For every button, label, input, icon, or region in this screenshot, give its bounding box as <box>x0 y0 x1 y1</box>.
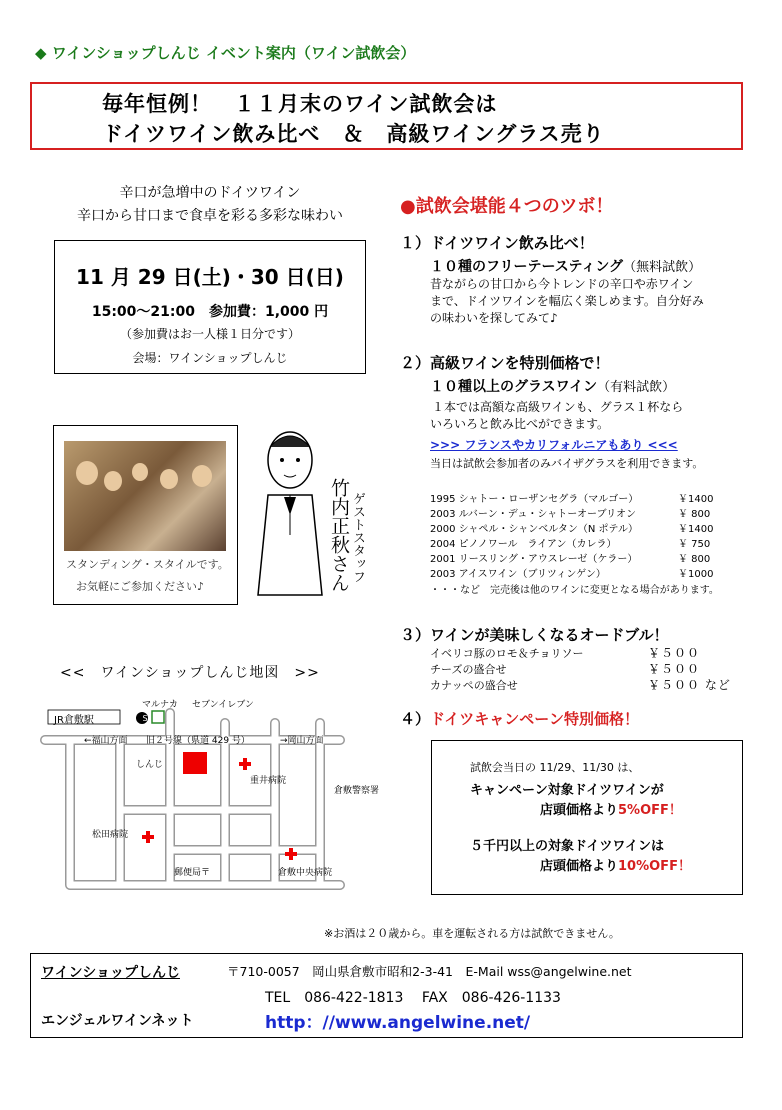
campaign-line-2: キャンペーン対象ドイツワインが <box>470 783 664 798</box>
hors-item: カナッペの盛合せ <box>430 679 518 692</box>
campaign-off-5: 5%OFF！ <box>618 803 682 818</box>
guest-label: ゲストスタッフ <box>350 492 365 583</box>
title-line-1: 毎年恒例！ １１月末のワイン試飲会は <box>102 92 498 116</box>
hors-item: イベリコ豚のロモ＆チョリソー <box>430 647 584 660</box>
map-marunaka: マルナカ <box>142 700 178 710</box>
map-road-left: ←福山方面 <box>84 736 128 746</box>
campaign-line-5 <box>540 855 691 874</box>
map-station: JR倉敷駅 <box>54 715 94 726</box>
wine-price: ￥1400 <box>678 524 714 535</box>
photo-caption-2: お気軽にご参加ください♪ <box>76 580 205 593</box>
campaign-box <box>431 740 743 895</box>
wine-price: ￥ 800 <box>678 509 711 520</box>
event-fee-note: （参加費はお一人様１日分です） <box>119 327 300 341</box>
footer-tel-fax: TEL 086-422-1813 FAX 086-426-1133 <box>265 990 561 1006</box>
party-photo <box>64 441 226 551</box>
point-4-text: ドイツキャンペーン特別価格！ <box>430 710 639 728</box>
event-info-box <box>54 240 366 374</box>
wine-price: ￥ 800 <box>678 554 711 565</box>
footer-url[interactable]: http：//www.angelwine.net/ <box>265 1013 531 1033</box>
event-time-fee: 15:00～21:00 参加費：1,000 円 <box>91 304 329 320</box>
campaign-line-3 <box>540 799 682 818</box>
wine-price: ￥1400 <box>678 494 714 505</box>
point-1-sub-note: （無料試飲） <box>623 260 702 275</box>
point-1-sub-text: １０種のフリーテースティング <box>430 259 624 275</box>
point-4-title <box>400 708 639 729</box>
wine-item: 2001 リースリング・アウスレーゼ（ケラー） <box>430 554 638 565</box>
event-date: 11 月 29 日(土)・30 日(日) <box>76 265 344 289</box>
map-caption: << ワインショップしんじ地図 >> <box>60 665 320 681</box>
title-box <box>30 82 743 150</box>
hors-price: ￥５００ <box>648 646 701 660</box>
footer-address: 〒710-0057 岡山県倉敷市昭和2-3-41 E-Mail wss@angelwine.net <box>227 964 632 979</box>
point-2-body-2: いろいろと飲み比べができます。 <box>430 417 610 431</box>
point-2-body-1: １本では高額な高級ワインも、グラス１杯なら <box>432 400 684 414</box>
wine-item: 2003 ルバーン・デュ・シャトーオーブリオン <box>430 509 637 520</box>
hors-price: ￥５００ など <box>648 678 731 692</box>
photo-box <box>53 425 238 605</box>
map-post: 郵便局〒 <box>174 868 211 878</box>
intro-line-1: 辛口が急増中のドイツワイン <box>119 185 301 201</box>
campaign-line-5-text: 店頭価格より <box>540 859 619 874</box>
point-2-glass-note: 当日は試飲会参加者のみバイザグラスを利用できます。 <box>430 457 704 470</box>
point-1-body-3: の味わいを探してみて♪ <box>430 311 558 325</box>
wine-price: ￥1000 <box>678 569 714 580</box>
age-notice: ※お酒は２０歳から。車を運転される方は試飲できません。 <box>324 927 620 940</box>
point-1-body-1: 昔ながらの甘口から今トレンドの辛口や赤ワイン <box>430 277 694 291</box>
map-road-right: →岡山方面 <box>280 736 324 746</box>
wine-item: 2004 ピノノワール ライアン（カレラ） <box>430 539 617 550</box>
wine-item: 2003 アイスワイン（ブリツィンゲン） <box>430 569 606 580</box>
map-road-name: 旧２号線（県道 429 号） <box>146 736 250 746</box>
map-hosp3: 倉敷中央病院 <box>278 868 333 878</box>
guest-name: 竹内正秋さん <box>328 478 350 592</box>
photo-caption-1: スタンディング・スタイルです。 <box>66 558 229 571</box>
point-3-title: ３）ワインが美味しくなるオードブル！ <box>400 626 669 644</box>
point-2-sub-text: １０種以上のグラスワイン <box>430 379 598 395</box>
intro-line-2: 辛口から甘口まで食卓を彩る多彩な味わい <box>77 208 343 224</box>
wine-item: 2000 シャペル・シャンベルタン（N ポテル） <box>430 524 638 535</box>
hors-item: チーズの盛合せ <box>430 663 507 676</box>
campaign-off-10: 10%OFF！ <box>618 859 691 874</box>
hors-price: ￥５００ <box>648 662 701 676</box>
point-1-body-2: まで、ドイツワインを幅広く楽しめます。自分好み <box>430 294 704 308</box>
svg-text:S: S <box>142 714 148 723</box>
map-seven: セブンイレブン <box>192 700 254 710</box>
title-line-2: ドイツワイン飲み比べ ＆ 高級ワイングラス売り <box>102 122 605 146</box>
point-2-title: ２）高級ワインを特別価格で！ <box>400 354 610 372</box>
map-hosp2: 松田病院 <box>92 830 129 840</box>
footer-box <box>30 953 743 1038</box>
map <box>40 695 385 895</box>
guest-illustration <box>250 425 330 605</box>
points-heading: ●試飲会堪能４つのツボ！ <box>400 196 614 217</box>
point-4-num: ４） <box>400 710 431 728</box>
point-2-sub <box>430 376 675 396</box>
event-venue: 会場：ワインショップしんじ <box>132 351 288 365</box>
campaign-line-3-text: 店頭価格より <box>540 803 619 818</box>
campaign-line-1: 試飲会当日の 11/29、11/30 は、 <box>470 761 640 774</box>
page-header: ◆ ワインショップしんじ イベント案内（ワイン試飲会） <box>35 44 416 62</box>
footer-net: エンジェルワインネット <box>41 1013 194 1029</box>
point-1-title: １）ドイツワイン飲み比べ！ <box>400 234 594 252</box>
wines-note: ・・・など 完売後は他のワインに変更となる場合があります。 <box>430 585 719 596</box>
wine-item: 1995 シャトー・ローザンセグラ（マルゴー） <box>430 494 639 505</box>
point-2-sub-note: （有料試飲） <box>597 380 676 395</box>
point-1-sub <box>430 256 701 276</box>
map-hosp1: 重井病院 <box>250 776 287 786</box>
campaign-line-4: ５千円以上の対象ドイツワインは <box>470 839 664 854</box>
point-2-link: >>> フランスやカリフォルニアもあり <<< <box>430 438 678 452</box>
map-police: 倉敷警察署 <box>334 786 380 796</box>
wine-price: ￥ 750 <box>678 539 711 550</box>
map-shinji: しんじ <box>136 760 164 770</box>
footer-shop: ワインショップしんじ <box>41 965 180 981</box>
